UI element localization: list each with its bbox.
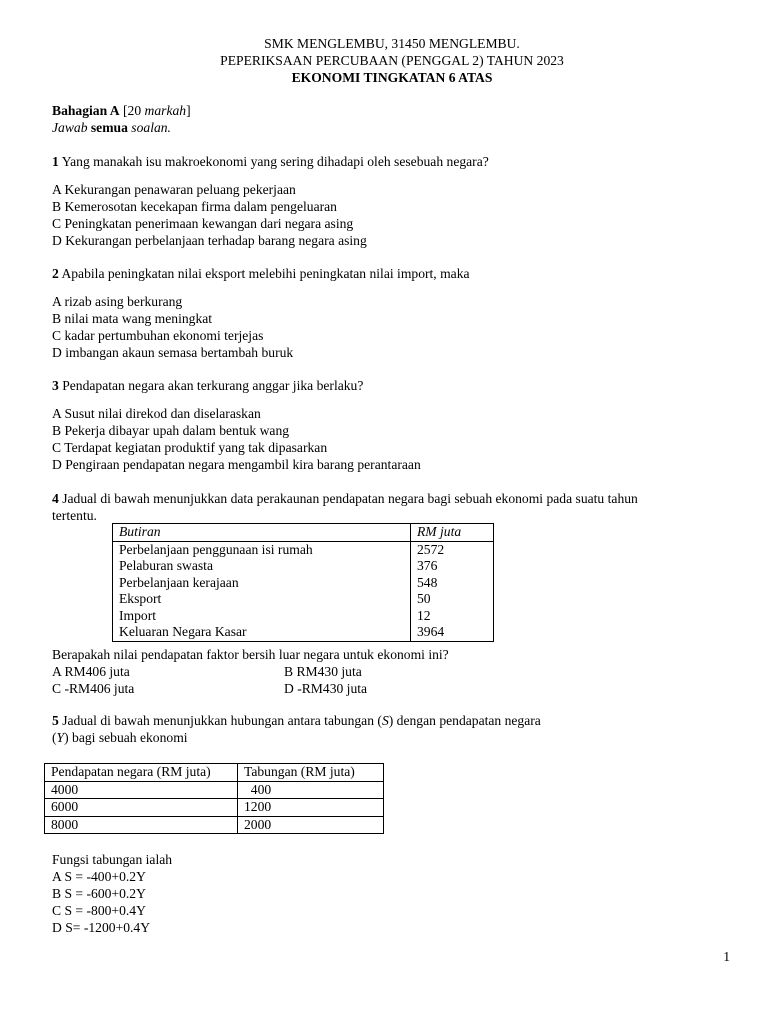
- option: B RM430 juta: [284, 664, 362, 679]
- table-row: Perbelanjaan kerajaan 548: [113, 575, 494, 592]
- table-header-row: Pendapatan negara (RM juta) Tabungan (RM juta): [45, 764, 384, 782]
- table-row: Eksport 50: [113, 591, 494, 608]
- table-row: 8000 2000: [45, 816, 384, 834]
- option: A Susut nilai direkod dan diselaraskan: [52, 406, 261, 421]
- option: C kadar pertumbuhan ekonomi terjejas: [52, 328, 264, 343]
- question-4-prompt: [52, 646, 742, 697]
- question-4: 4 Jadual di bawah menunjukkan data perakaunan pendapatan negara bagi sebuah ekonomi pada suatu tahun tertentu.: [52, 491, 638, 523]
- option: D imbangan akaun semasa bertambah buruk: [52, 345, 294, 360]
- table-row: Import 12: [113, 608, 494, 625]
- question-1: 1 Yang manakah isu makroekonomi yang sering dihadapi oleh sesebuah negara? A Kekurangan penawaran peluang pekerjaan B Kemerosotan kecekapan firma dalam pengeluaran C Peningkatan penerimaan kewangan dari negara asing D Kekurangan perbelanjaan terhadap barang negara asing: [52, 153, 742, 249]
- page-number: 1: [723, 949, 730, 964]
- question-3: 3 Pendapatan negara akan terkurang anggar jika berlaku? A Susut nilai direkod dan diselaraskan B Pekerja dibayar upah dalam bentuk wang C Terdapat kegiatan produktif yang tak dipasarkan D Pengiraan pendapatan negara mengambil kira barang perantaraan: [52, 377, 742, 473]
- table-header-row: Butiran RM juta: [113, 524, 494, 542]
- option: A RM406 juta: [52, 664, 130, 679]
- option: A S = -400+0.2Y: [52, 869, 146, 884]
- question-text: Jadual di bawah menunjukkan data perakaunan pendapatan negara bagi sebuah ekonomi pada suatu tahun: [58, 491, 638, 506]
- national-income-table: [112, 523, 494, 642]
- table-row: 6000 1200: [45, 799, 384, 817]
- exam-header: [52, 35, 732, 86]
- option: D S= -1200+0.4Y: [52, 920, 151, 935]
- section-heading: Bahagian A [20 markah] Jawab semua soalan.: [52, 103, 191, 135]
- option: D -RM430 juta: [284, 681, 368, 696]
- question-text: Berapakah nilai pendapatan faktor bersih luar negara untuk ekonomi ini?: [52, 647, 449, 662]
- option: D Kekurangan perbelanjaan terhadap barang negara asing: [52, 233, 367, 248]
- savings-table: [44, 763, 384, 834]
- table-row: Keluaran Negara Kasar 3964: [113, 624, 494, 641]
- question-5-prompt: [52, 851, 742, 936]
- option: C Terdapat kegiatan produktif yang tak dipasarkan: [52, 440, 328, 455]
- exam-title: PEPERIKSAAN PERCUBAAN (PENGGAL 2) TAHUN 2023: [220, 53, 564, 68]
- option: C S = -800+0.4Y: [52, 903, 146, 918]
- question-text: Yang manakah isu makroekonomi yang sering dihadapi oleh sesebuah negara?: [58, 154, 489, 169]
- option: B S = -600+0.2Y: [52, 886, 146, 901]
- subject-title: EKONOMI TINGKATAN 6 ATAS: [291, 70, 493, 85]
- option: B Kemerosotan kecekapan firma dalam pengeluaran: [52, 199, 337, 214]
- table-row: 4000 400: [45, 781, 384, 799]
- question-text: Fungsi tabungan ialah: [52, 852, 173, 867]
- option: A rizab asing berkurang: [52, 294, 183, 309]
- option: B nilai mata wang meningkat: [52, 311, 213, 326]
- question-5: 5 Jadual di bawah menunjukkan hubungan antara tabungan (S) dengan pendapatan negara (Y) bagi sebuah ekonomi: [52, 713, 541, 745]
- table-row: Perbelanjaan penggunaan isi rumah 2572: [113, 541, 494, 558]
- option: C -RM406 juta: [52, 681, 135, 696]
- option: C Peningkatan penerimaan kewangan dari negara asing: [52, 216, 354, 231]
- option: D Pengiraan pendapatan negara mengambil kira barang perantaraan: [52, 457, 421, 472]
- question-text: Pendapatan negara akan terkurang anggar jika berlaku?: [58, 378, 364, 393]
- section-title: Bahagian A: [52, 103, 120, 118]
- option: B Pekerja dibayar upah dalam bentuk wang: [52, 423, 290, 438]
- question-text: Apabila peningkatan nilai eksport melebihi peningkatan nilai import, maka: [58, 266, 470, 281]
- school-name: SMK MENGLEMBU, 31450 MENGLEMBU.: [264, 36, 520, 51]
- question-2: 2 Apabila peningkatan nilai eksport melebihi peningkatan nilai import, maka A rizab asing berkurang B nilai mata wang meningkat C kadar pertumbuhan ekonomi terjejas D imbangan akaun semasa bertambah buruk: [52, 265, 742, 361]
- table-row: Pelaburan swasta 376: [113, 558, 494, 575]
- option: A Kekurangan penawaran peluang pekerjaan: [52, 182, 296, 197]
